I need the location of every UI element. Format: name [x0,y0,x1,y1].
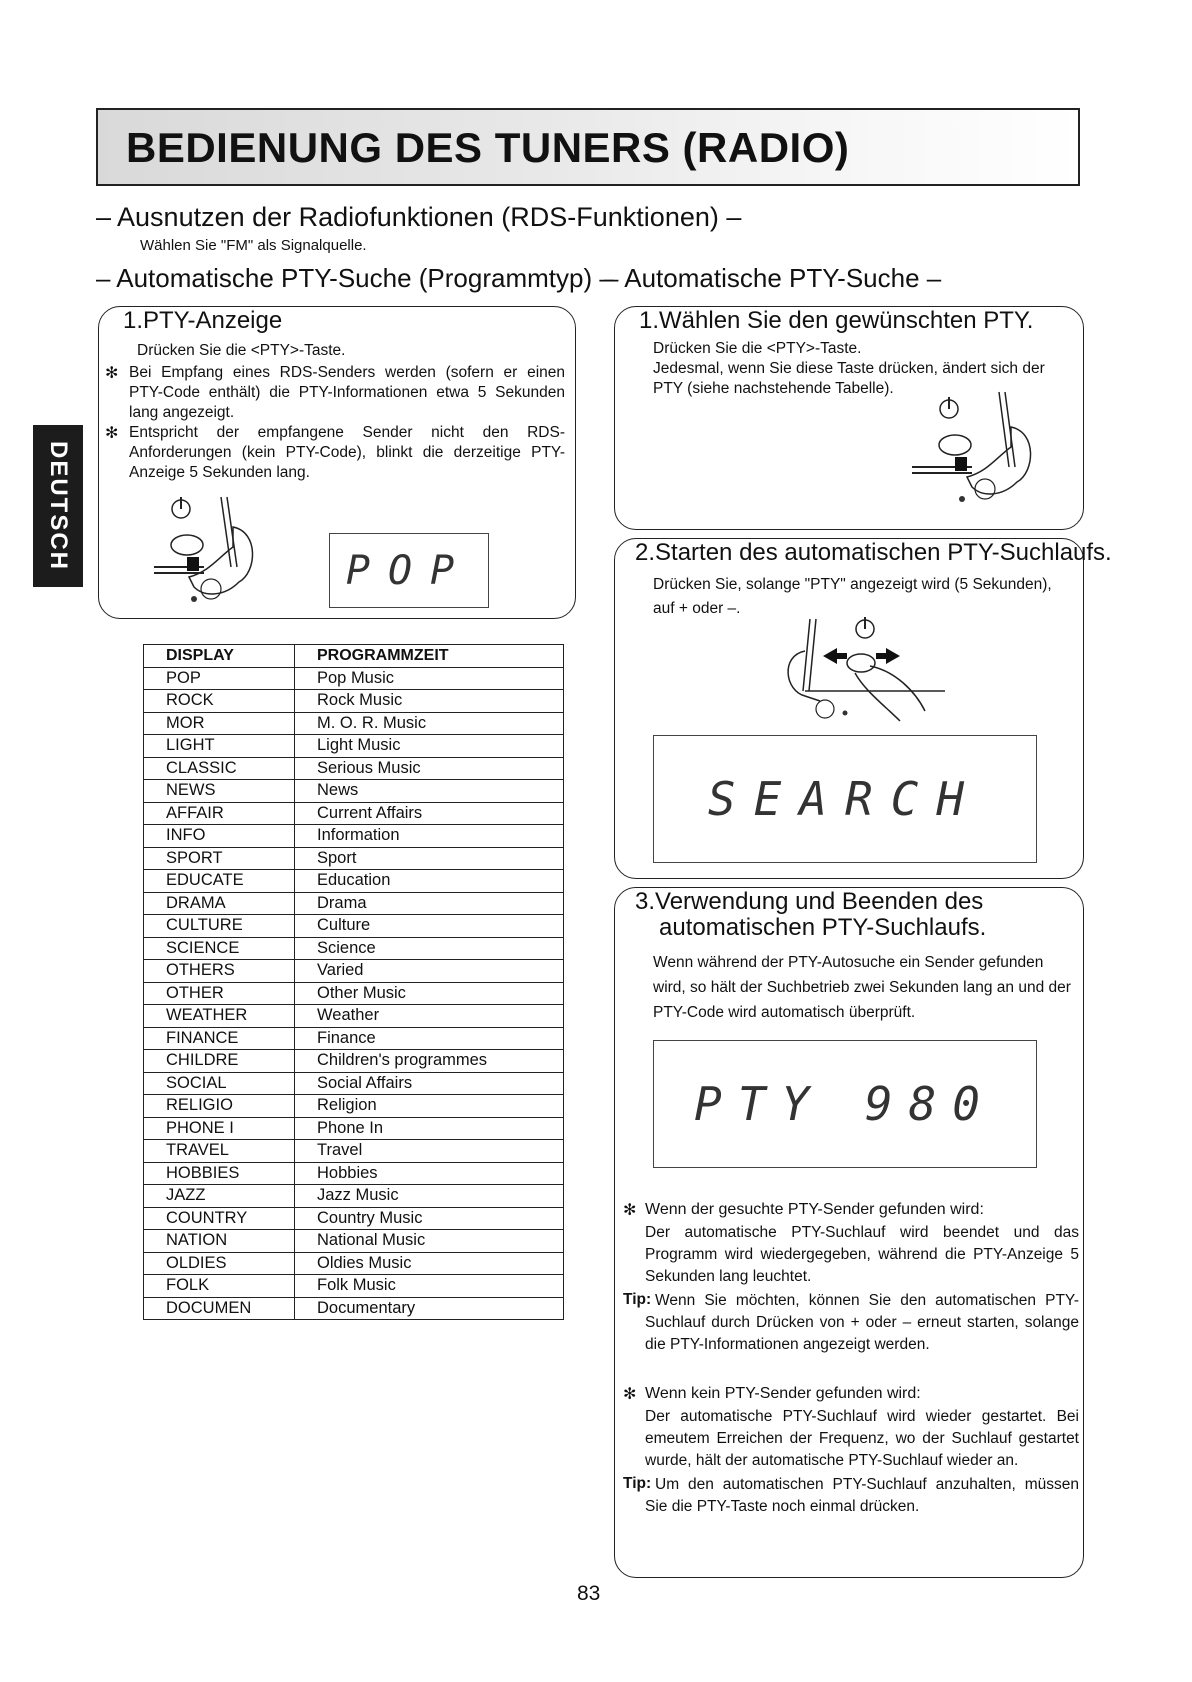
pop-display [329,533,489,608]
note-star-icon: ✻ [105,425,119,442]
table-cell-programmzeit: Phone In [295,1117,564,1140]
table-cell-display: INFO [144,825,295,848]
table-cell-display: LIGHT [144,735,295,758]
notfound-heading: Wenn kein PTY-Sender gefunden wird: [645,1385,921,1402]
select-pty-box [614,306,1084,530]
pty-frequency-display [653,1040,1037,1168]
table-cell-display: SPORT [144,847,295,870]
table-cell-programmzeit: Weather [295,1005,564,1028]
note-star-icon: ✻ [623,1386,637,1403]
table-cell-programmzeit: Children's programmes [295,1050,564,1073]
table-header-display: DISPLAY [144,645,295,668]
table-cell-display: TRAVEL [144,1140,295,1163]
table-cell-programmzeit: M. O. R. Music [295,712,564,735]
table-row [144,1297,564,1320]
tip-label: Tip: [623,1291,652,1308]
start-search-box [614,538,1112,879]
found-text: Der automatische PTY-Suchlauf wird beendet und das Programm wird wiedergegeben, während die PTY-Anzeige 5 Sekunden lang leuchtet. [645,1224,1079,1285]
table-cell-display: AFFAIR [144,802,295,825]
table-cell-display: POP [144,667,295,690]
section-subtext: Wählen Sie "FM" als Signalquelle. [140,237,367,254]
table-cell-display: CLASSIC [144,757,295,780]
table-cell-display: OLDIES [144,1252,295,1275]
page-title: BEDIENUNG DES TUNERS (RADIO) [126,124,850,171]
table-cell-display: NEWS [144,780,295,803]
table-row [144,1072,564,1095]
table-cell-programmzeit: Drama [295,892,564,915]
table-cell-display: FOLK [144,1275,295,1298]
table-cell-programmzeit: Other Music [295,982,564,1005]
table-cell-programmzeit: Documentary [295,1297,564,1320]
table-row [144,960,564,983]
table-cell-display: PHONE I [144,1117,295,1140]
table-row [144,1162,564,1185]
hand-press-plus-minus-icon [775,611,955,726]
table-cell-programmzeit: Information [295,825,564,848]
table-row [144,802,564,825]
table-cell-programmzeit: Religion [295,1095,564,1118]
title-bar [96,108,1080,186]
table-cell-display: ROCK [144,690,295,713]
table-row [144,712,564,735]
search-display [653,735,1037,863]
table-cell-programmzeit: Hobbies [295,1162,564,1185]
table-row [144,937,564,960]
table-cell-display: JAZZ [144,1185,295,1208]
table-row [144,1230,564,1253]
table-row [144,690,564,713]
use-end-search-box [614,887,1084,1578]
pty-display-title: 1.PTY-Anzeige [123,307,283,334]
language-tab-label: DEUTSCH [45,440,72,572]
table-row [144,735,564,758]
table-row [144,1027,564,1050]
table-row [144,870,564,893]
table-row [144,1275,564,1298]
table-row [144,1050,564,1073]
use-end-search-title-2: automatischen PTY-Suchlaufs. [659,914,987,941]
hand-press-button-icon [149,487,279,612]
table-cell-display: MOR [144,712,295,735]
start-search-text: Drücken Sie, solange "PTY" angezeigt wird (5 Sekunden), auf + oder –. [653,576,1052,617]
table-cell-programmzeit: Pop Music [295,667,564,690]
table-cell-display: CHILDRE [144,1050,295,1073]
found-heading: Wenn der gesuchte PTY-Sender gefunden wird: [645,1201,984,1218]
notfound-tip: Um den automatischen PTY-Suchlauf anzuhalten, müssen Sie die PTY-Taste noch einmal drücken. [645,1476,1079,1515]
pop-display-text: POP [345,548,473,594]
table-cell-programmzeit: Rock Music [295,690,564,713]
table-cell-programmzeit: Travel [295,1140,564,1163]
pty-table [143,644,564,1320]
table-cell-programmzeit: Serious Music [295,757,564,780]
language-tab [33,425,83,587]
table-row [144,892,564,915]
table-row [144,667,564,690]
table-cell-programmzeit: Culture [295,915,564,938]
table-cell-display: HOBBIES [144,1162,295,1185]
table-row [144,1252,564,1275]
table-cell-display: OTHERS [144,960,295,983]
table-row [144,757,564,780]
use-end-search-title-1: 3.Verwendung und Beenden des [635,888,984,915]
table-cell-display: WEATHER [144,1005,295,1028]
table-row [144,1117,564,1140]
table-cell-programmzeit: Varied [295,960,564,983]
pty-display-note-2: Entspricht der empfangene Sender nicht den RDS-Anforderungen (kein PTY-Code), blinkt die derzeitige PTY-Anzeige 5 Sekunden lang. [129,424,565,481]
table-cell-programmzeit: Finance [295,1027,564,1050]
note-star-icon: ✻ [623,1202,637,1219]
pty-display-box [98,306,576,619]
table-cell-display: EDUCATE [144,870,295,893]
table-cell-programmzeit: News [295,780,564,803]
table-cell-programmzeit: Oldies Music [295,1252,564,1275]
table-row [144,1095,564,1118]
table-row [144,982,564,1005]
right-heading: – Automatische PTY-Suche – [604,263,942,293]
table-cell-display: DOCUMEN [144,1297,295,1320]
table-row [144,1005,564,1028]
table-row [144,825,564,848]
pty-display-note-1: Bei Empfang eines RDS-Senders werden (sofern er einen PTY-Code enthält) die PTY-Informationen etwa 5 Sekunden lang angezeigt. [129,364,565,421]
note-star-icon: ✻ [105,365,119,382]
page-number: 83 [577,1582,601,1605]
hand-press-pty-button-icon [907,387,1057,522]
found-tip: Wenn Sie möchten, können Sie den automatischen PTY-Suchlauf durch Drücken von + oder – erneut starten, solange die PTY-Informationen angezeigt werden. [645,1292,1079,1353]
table-cell-programmzeit: Jazz Music [295,1185,564,1208]
table-row [144,1140,564,1163]
table-cell-display: DRAMA [144,892,295,915]
table-cell-programmzeit: Light Music [295,735,564,758]
table-cell-programmzeit: Current Affairs [295,802,564,825]
table-cell-display: CULTURE [144,915,295,938]
table-row [144,847,564,870]
left-heading: – Automatische PTY-Suche (Programmtyp) – [96,263,614,293]
table-row [144,780,564,803]
pty-display-left-text: PTY [694,1077,826,1131]
table-cell-programmzeit: Science [295,937,564,960]
table-cell-display: FINANCE [144,1027,295,1050]
use-end-search-text: Wenn während der PTY-Autosuche ein Sender gefunden wird, so hält der Suchbetrieb zwei Sekunden lang an und der PTY-Code wird automatisch überprüft. [653,954,1071,1021]
table-cell-programmzeit: Country Music [295,1207,564,1230]
search-display-text: SEARCH [707,772,983,826]
table-cell-programmzeit: Education [295,870,564,893]
table-cell-programmzeit: Sport [295,847,564,870]
select-pty-line-2: Jedesmal, wenn Sie diese Taste drücken, ändert sich der PTY (siehe nachstehende Tabelle). [653,360,1045,397]
table-row [144,1185,564,1208]
notfound-text: Der automatische PTY-Suchlauf wird wieder gestartet. Bei emeutem Erreichen der Frequenz, wo der Suchlauf gestartet wurde, hält der automatische PTY-Suchlauf wieder an. [645,1408,1079,1469]
table-cell-programmzeit: Folk Music [295,1275,564,1298]
select-pty-title: 1.Wählen Sie den gewünschten PTY. [639,307,1034,334]
tip-label: Tip: [623,1475,652,1492]
frequency-display-text: 980 [864,1077,996,1131]
table-cell-display: RELIGIO [144,1095,295,1118]
table-header-programmzeit: PROGRAMMZEIT [295,645,564,668]
table-cell-display: COUNTRY [144,1207,295,1230]
table-body [144,667,564,1320]
start-search-title: 2.Starten des automatischen PTY-Suchlaufs. [635,539,1112,566]
table-row [144,915,564,938]
pty-display-instruction: Drücken Sie die <PTY>-Taste. [137,342,346,359]
table-cell-display: NATION [144,1230,295,1253]
table-cell-programmzeit: Social Affairs [295,1072,564,1095]
select-pty-line-1: Drücken Sie die <PTY>-Taste. [653,340,862,357]
table-cell-display: OTHER [144,982,295,1005]
table-row [144,1207,564,1230]
table-cell-display: SOCIAL [144,1072,295,1095]
table-header-row [144,645,564,668]
table-cell-programmzeit: National Music [295,1230,564,1253]
table-cell-display: SCIENCE [144,937,295,960]
section-heading: – Ausnutzen der Radiofunktionen (RDS-Funktionen) – [96,202,742,232]
